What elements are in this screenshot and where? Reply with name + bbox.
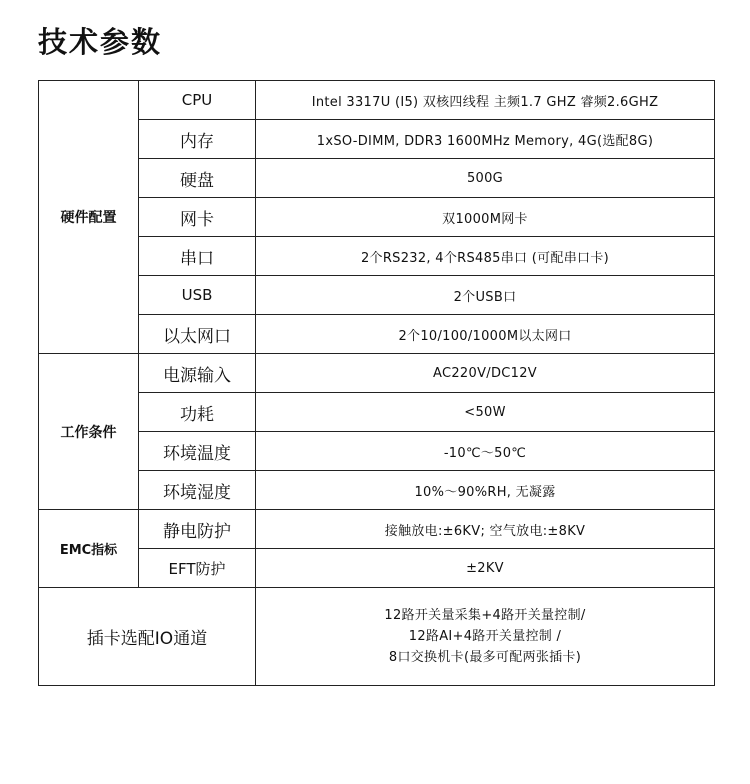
item-label: 硬盘	[139, 159, 256, 198]
table-row	[39, 393, 715, 432]
table-row	[39, 81, 715, 120]
item-label: 环境温度	[139, 432, 256, 471]
group-label-emc: EMC指标	[39, 510, 139, 588]
item-value: 2个10/100/1000M以太网口	[256, 315, 715, 354]
item-value: <50W	[256, 393, 715, 432]
item-value: 10%～90%RH, 无凝露	[256, 471, 715, 510]
table-row	[39, 198, 715, 237]
item-value: 1xSO-DIMM, DDR3 1600MHz Memory, 4G(选配8G)	[256, 120, 715, 159]
item-value: 2个RS232, 4个RS485串口 (可配串口卡)	[256, 237, 715, 276]
page-title: 技术参数	[38, 25, 163, 59]
item-value: 接触放电:±6KV; 空气放电:±8KV	[256, 510, 715, 549]
item-label: 功耗	[139, 393, 256, 432]
slot-channel-value	[256, 588, 715, 686]
table-row	[39, 237, 715, 276]
table-row	[39, 549, 715, 588]
table-row	[39, 471, 715, 510]
item-value: 500G	[256, 159, 715, 198]
slot-channel-line: 12路开关量采集+4路开关量控制/	[384, 608, 586, 623]
item-label: CPU	[139, 81, 256, 120]
slot-channel-line: 8口交换机卡(最多可配两张插卡)	[388, 650, 582, 665]
group-label-hardware: 硬件配置	[39, 81, 139, 354]
slot-channel-label: 插卡选配IO通道	[39, 588, 256, 686]
group-label-conditions: 工作条件	[39, 354, 139, 510]
table-row	[39, 432, 715, 471]
item-value: Intel 3317U (I5) 双核四线程 主频1.7 GHZ 睿频2.6GHZ	[256, 81, 715, 120]
item-label: 以太网口	[139, 315, 256, 354]
item-label: 网卡	[139, 198, 256, 237]
table-row	[39, 354, 715, 393]
item-label: EFT防护	[139, 549, 256, 588]
slot-channel-line: 12路AI+4路开关量控制 /	[408, 629, 562, 644]
table-row	[39, 510, 715, 549]
item-value: 2个USB口	[256, 276, 715, 315]
item-value: AC220V/DC12V	[256, 354, 715, 393]
spec-table	[38, 80, 715, 686]
table-row	[39, 276, 715, 315]
item-value: -10℃～50℃	[256, 432, 715, 471]
table-row	[39, 315, 715, 354]
item-label: 内存	[139, 120, 256, 159]
item-label: 串口	[139, 237, 256, 276]
item-value: ±2KV	[256, 549, 715, 588]
item-label: 环境湿度	[139, 471, 256, 510]
table-row	[39, 120, 715, 159]
item-label: 静电防护	[139, 510, 256, 549]
item-label: USB	[139, 276, 256, 315]
table-row	[39, 588, 715, 686]
item-label: 电源输入	[139, 354, 256, 393]
table-row	[39, 159, 715, 198]
item-value: 双1000M网卡	[256, 198, 715, 237]
